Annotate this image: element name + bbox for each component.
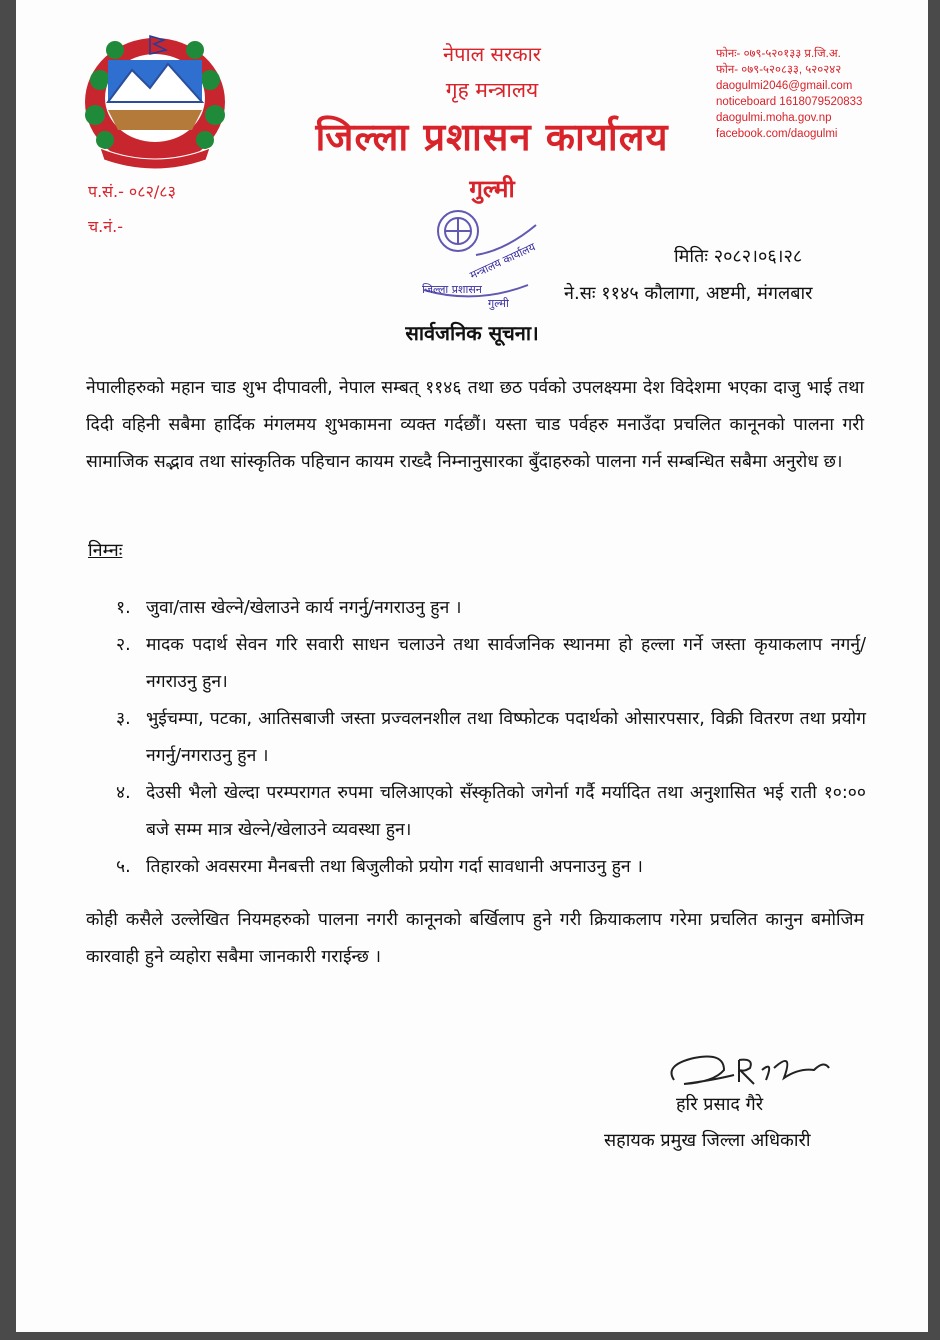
- list-item-number: ३.: [116, 709, 131, 729]
- list-item: [116, 701, 866, 775]
- rules-list: [116, 590, 866, 886]
- list-item-number: ४.: [116, 783, 131, 803]
- district-name: गुल्मी: [469, 175, 515, 203]
- list-item: [116, 775, 866, 849]
- list-item-text: भुईचम्पा, पटका, आतिसबाजी जस्ता प्रज्वलनशील तथा विष्फोटक पदार्थको ओसारपसार, विक्री वितरण तथा प्रयोग नगर्नु/नगराउनु हुन ।: [146, 709, 866, 766]
- letter-reference-number: प.सं.- ०८२/८३: [88, 182, 176, 201]
- svg-text:गुल्मी: गुल्मी: [488, 297, 509, 310]
- svg-text:मन्त्रालय कार्यालय: मन्त्रालय कार्यालय: [467, 240, 538, 283]
- list-item-text: तिहारको अवसरमा मैनबत्ती तथा बिजुलीको प्रयोग गर्दा सावधानी अपनाउनु हुन ।: [146, 857, 643, 877]
- list-item-number: १.: [116, 598, 131, 618]
- list-heading: निम्नः: [88, 540, 123, 561]
- dispatch-number: च.नं.-: [88, 217, 123, 236]
- phone-secondary: फोन- ०७९-५२०८३३, ५२०२४२: [716, 64, 842, 76]
- list-item-number: ५.: [116, 857, 131, 877]
- list-item-number: २.: [116, 635, 131, 655]
- notice-page: [16, 0, 928, 1332]
- noticeboard-number: noticeboard 1618079520833: [716, 96, 863, 108]
- signatory-name: हरि प्रसाद गैरे: [676, 1094, 764, 1115]
- list-item-text: मादक पदार्थ सेवन गरि सवारी साधन चलाउने तथा सार्वजनिक स्थानमा हो हल्ला गर्ने जस्ता कृयाकलाप नगर्नु/नगराउनु हुन।: [146, 635, 866, 692]
- list-item-text: देउसी भैलो खेल्दा परम्परागत रुपमा चलिआएको सँस्कृतिको जगेर्ना गर्दै मर्यादित तथा अनुशासित भई राती १०:०० बजे सम्म मात्र खेल्ने/खेलाउने व्यवस्था हुन।: [146, 783, 866, 840]
- date-bs: मितिः २०८२।०६।२८: [674, 246, 803, 267]
- office-name: जिल्ला प्रशासन कार्यालय: [315, 115, 669, 159]
- list-item: [116, 849, 866, 886]
- ministry-name: गृह मन्त्रालय: [445, 78, 539, 102]
- list-item: [116, 590, 866, 627]
- list-item: [116, 627, 866, 701]
- contact-block: [716, 46, 862, 142]
- date-nepal-sambat: ने.सः ११४५ कौलागा, अष्टमी, मंगलबार: [564, 283, 813, 304]
- phone-primary: फोनः- ०७९-५२०१३३ प्र.जि.अ.: [716, 48, 841, 60]
- office-stamp-icon: [416, 195, 556, 310]
- intro-paragraph: नेपालीहरुको महान चाड शुभ दीपावली, नेपाल सम्बत् ११४६ तथा छठ पर्वको उपलक्ष्यमा देश विदेशमा भएका दाजु भाई तथा दिदी वहिनी सबैमा हार्दिक मंगलमय शुभकामना व्यक्त गर्दछौं। यस्ता चाड पर्वहरु मनाउँदा प्रचलित कानूनको पालना गरी सामाजिक सद्भाव तथा सांस्कृतिक पहिचान कायम राख्दै निम्नानुसारका बुँदाहरुको पालना गर्न सम्बन्धित सबैमा अनुरोध छ।: [86, 378, 864, 472]
- notice-title: सार्वजनिक सूचना।: [405, 321, 539, 345]
- facebook-address: facebook.com/daogulmi: [716, 128, 838, 140]
- website-address: daogulmi.moha.gov.np: [716, 112, 832, 124]
- email-address: daogulmi2046@gmail.com: [716, 80, 853, 92]
- signatory-designation: सहायक प्रमुख जिल्ला अधिकारी: [604, 1130, 811, 1151]
- svg-text:जिल्ला प्रशासन: जिल्ला प्रशासन: [422, 283, 482, 296]
- government-name: नेपाल सरकार: [443, 42, 541, 66]
- closing-paragraph: कोही कसैले उल्लेखित नियमहरुको पालना नगरी कानूनको बर्खिलाप हुने गरी क्रियाकलाप गरेमा प्रचलित कानुन बमोजिम कारवाही हुने व्यहोरा सबैमा जानकारी गराईन्छ ।: [86, 910, 864, 967]
- list-item-text: जुवा/तास खेल्ने/खेलाउने कार्य नगर्नु/नगराउनु हुन ।: [146, 598, 462, 618]
- signature-icon: [654, 1040, 834, 1095]
